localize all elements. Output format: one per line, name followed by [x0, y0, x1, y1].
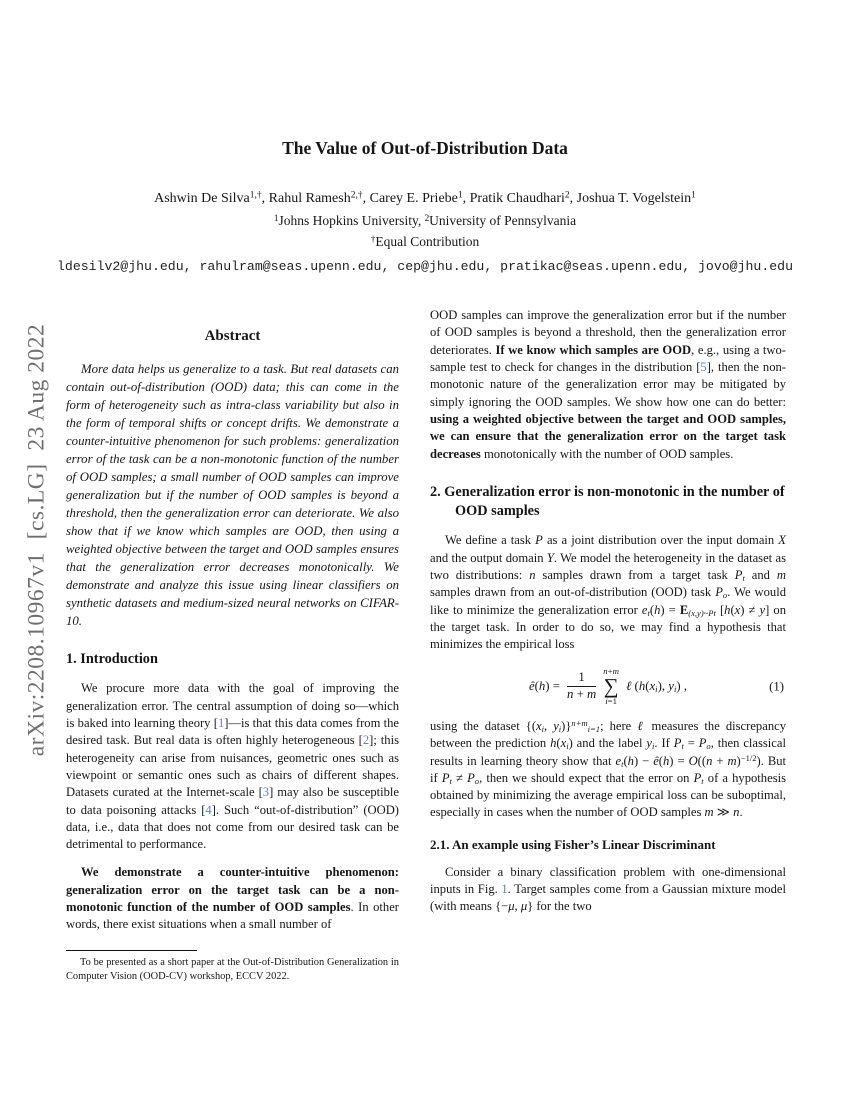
text-segment: . We would like to minimize the generalization error — [430, 585, 786, 617]
equation-fraction — [567, 670, 596, 703]
text-segment: of a hypothesis obtained by minimizing the average empirical loss can be suboptimal, especially in cases when the number of OOD samples — [430, 770, 786, 820]
text-segment: P — [693, 770, 702, 785]
text-segment: ( — [623, 753, 628, 768]
text-segment: e — [615, 753, 622, 768]
text-segment: x — [560, 736, 567, 751]
text-segment: X — [778, 533, 786, 548]
text-segment: h — [638, 679, 646, 694]
text-segment: n — [529, 567, 536, 582]
text-segment: i=1 — [587, 724, 601, 735]
text-segment: , Pratik Chaudhari — [462, 191, 565, 207]
text-segment: ≠ — [451, 770, 468, 785]
text-segment: i — [558, 724, 562, 735]
text-segment: ( — [534, 679, 539, 694]
text-segment: P — [441, 770, 450, 785]
text-segment: t — [701, 775, 704, 786]
text-segment: using a weighted objective between the target and OOD samples, we can ensure that the generalization error on the target task decreases — [430, 411, 786, 461]
equation-lhs — [529, 679, 560, 694]
text-segment: E — [679, 602, 689, 617]
text-segment: on the target task. In order to do so, we may find a hypothesis that minimizes the empirical loss — [430, 602, 787, 652]
fraction-numerator: 1 — [578, 670, 585, 685]
text-segment: 1 — [457, 190, 463, 201]
text-segment: i — [605, 696, 608, 707]
footnote-rule — [66, 950, 197, 951]
text-segment: t — [621, 758, 624, 769]
text-segment: + — [607, 666, 613, 677]
text-segment: If we know which samples are OOD — [495, 342, 692, 357]
text-segment: x — [649, 679, 656, 694]
text-segment: μ — [508, 899, 515, 914]
sigma-symbol: ∑ — [603, 674, 619, 699]
text-segment: t — [742, 573, 745, 584]
text-segment: , — [514, 899, 521, 914]
text-segment: e — [641, 602, 648, 617]
text-segment: x — [734, 602, 741, 617]
text-segment: ] — [765, 602, 770, 617]
equal-contribution-line — [0, 234, 850, 250]
text-segment: . We model the heterogeneity in the dataset as two distributions: — [430, 550, 786, 582]
right-column — [430, 307, 786, 933]
text-segment: =1 — [607, 696, 618, 707]
citation-link[interactable]: 1 — [501, 882, 508, 897]
author-emails: ldesilv2@jhu.edu, rahulram@seas.upenn.edu, cep@jhu.edu, pratikac@seas.upenn.edu, jovo@jhu.edu — [57, 259, 793, 275]
text-segment: ) , — [676, 679, 688, 694]
text-segment: ( — [556, 736, 561, 751]
text-segment: i — [541, 724, 544, 735]
citation-link[interactable]: 5 — [700, 360, 707, 375]
text-segment: P — [715, 585, 723, 600]
text-segment: t — [681, 741, 684, 752]
text-segment: ] may also be susceptible to data poisoning attacks [ — [66, 785, 400, 817]
section-2-heading: 2. Generalization error is non-monotonic in the number of OOD samples — [430, 483, 785, 520]
text-segment: + — [712, 753, 728, 768]
title-footnote — [66, 950, 399, 984]
text-segment: 2 — [564, 190, 570, 201]
text-segment: ê — [528, 679, 535, 694]
text-segment: , Carey E. Priebe — [362, 191, 458, 207]
text-segment: ) — [657, 679, 662, 694]
text-segment: ê — [653, 753, 659, 768]
text-segment: and — [744, 567, 777, 582]
text-segment: P — [467, 770, 475, 785]
text-segment: ) — [736, 753, 741, 768]
paper-header — [0, 0, 850, 274]
text-segment: n — [603, 666, 608, 677]
text-segment: samples drawn from an out-of-distribution (OOD) task — [430, 585, 716, 600]
text-segment: {− — [495, 899, 509, 914]
text-segment: ( — [631, 679, 639, 694]
text-segment: (x,y)~Pt — [688, 607, 716, 618]
text-segment: y — [553, 718, 559, 733]
text-segment: i — [655, 684, 658, 695]
text-segment: m — [704, 805, 714, 820]
text-segment: + — [573, 687, 588, 702]
equation-rhs — [626, 679, 687, 694]
text-segment: o — [722, 590, 728, 601]
text-segment: ( — [645, 679, 650, 694]
text-segment: i — [673, 684, 677, 695]
text-segment: Ashwin De Silva — [154, 191, 250, 207]
text-segment: P — [673, 736, 682, 751]
text-segment: ( — [658, 753, 663, 768]
text-segment: n — [566, 687, 574, 702]
text-segment: , — [661, 679, 669, 694]
arxiv-watermark: arXiv:2208.10967v1 [cs.LG] 23 Aug 2022 — [23, 323, 50, 757]
author-line — [0, 191, 850, 207]
text-segment: −1/2 — [740, 752, 757, 763]
text-segment: n — [733, 805, 740, 820]
text-segment: y — [759, 602, 766, 617]
text-segment: m — [587, 687, 597, 702]
text-segment: )} — [561, 718, 572, 733]
abstract-heading: Abstract — [204, 328, 261, 345]
text-segment: t — [647, 607, 650, 618]
text-segment: Johns Hopkins University, — [278, 213, 425, 229]
text-segment: h — [627, 753, 634, 768]
summation-lower-limit — [605, 697, 617, 706]
text-segment: and the output domain — [430, 550, 547, 565]
text-segment: ℓ — [637, 718, 646, 733]
section-2-1-heading: 2.1. An example using Fisher’s Linear Discriminant — [430, 836, 716, 852]
text-segment: i — [566, 741, 569, 752]
text-segment: n+m — [571, 718, 588, 729]
text-segment: , Rahul Ramesh — [261, 191, 351, 207]
text-segment: ; here — [600, 718, 638, 733]
text-segment: measures the discrepancy between the prediction — [430, 718, 787, 751]
text-segment: n — [706, 753, 713, 768]
intro-paragraph-2 — [66, 864, 399, 933]
text-segment: Y — [546, 550, 554, 565]
text-segment: 2 — [424, 213, 430, 223]
text-segment: m — [727, 753, 737, 768]
text-segment: ) = — [660, 602, 680, 617]
text-segment: Consider a binary classification problem with one-dimensional inputs in Fig. — [430, 864, 786, 897]
text-segment: h — [654, 602, 661, 617]
citation-link[interactable]: 4 — [205, 802, 212, 817]
text-segment: . If — [654, 736, 674, 751]
text-segment: ( — [649, 602, 655, 617]
paper-title: The Value of Out-of-Distribution Data — [282, 138, 568, 158]
text-segment: ) — [568, 736, 573, 751]
intro-paragraph-1 — [66, 680, 399, 853]
text-segment: ) − — [633, 753, 654, 768]
text-segment: {( — [525, 718, 537, 733]
text-segment: We procure more data with the goal of improving the generalization error. The central assumption of doing so—which is baked into learning theory [ — [66, 681, 399, 731]
footnote-text: To be presented as a short paper at the Out-of-Distribution Generalization in Computer Vision (OOD-CV) workshop, ECCV 2022. — [66, 957, 399, 982]
text-segment: monotonically with the number of OOD samples. — [480, 446, 734, 461]
text-segment: μ — [520, 899, 528, 914]
text-segment: h — [663, 753, 670, 768]
equation-number: (1) — [769, 679, 784, 694]
text-segment: ) = — [669, 753, 689, 768]
text-segment: y — [668, 679, 674, 694]
text-segment: x — [536, 718, 542, 733]
text-segment: We demonstrate a counter-intuitive phenomenon: generalization error on the target task can be a non-monotonic function of the number of OOD samples — [66, 865, 399, 914]
text-segment: ( — [730, 602, 735, 617]
text-segment: Equal Contribution — [375, 234, 480, 250]
citation-link[interactable]: 3 — [262, 785, 270, 800]
text-segment: and the label — [572, 736, 647, 751]
text-segment: 1 — [273, 213, 279, 223]
fraction-denominator — [567, 687, 596, 703]
text-segment: We define a task — [445, 533, 536, 548]
section-2-paragraph-2 — [430, 718, 786, 822]
text-segment: m — [776, 567, 786, 582]
text-segment: ]. Such “out-of-distribution” (OOD) data, i.e., data that does not come from our desired task can be detrimental to performance. — [66, 802, 399, 852]
text-segment: . In other words, there exist situations when a small number of — [66, 899, 399, 932]
abstract-body: More data helps us generalize to a task. But real datasets can contain out-of-distribution (OOD) data; this can come in the form of heterogeneity such as intra-class variability but also in the form of temporal shifts or concept drifts. We demonstrate a counter-intuitive phenomenon for such problems: generalization error of the task can be a non-monotonic function of the number of OOD samples; a small number of OOD samples can improve generalization but if the number of OOD samples is beyond a threshold, then the generalization error can deteriorate. We also show that if we know which samples are OOD, then using a weighted objective between the target and OOD samples ensures that the generalization error decreases monotonically. We demonstrate and analyze this issue using linear classifiers on synthetic datasets and medium-sized neural networks on CIFAR-10. — [66, 362, 399, 629]
text-segment: 2,† — [350, 190, 363, 201]
text-segment: P — [535, 533, 543, 548]
citation-link[interactable]: 2 — [362, 733, 370, 748]
continuation-paragraph — [430, 307, 786, 463]
text-segment: . Target samples come from a Gaussian mixture model (with means — [430, 882, 786, 914]
left-column — [66, 307, 399, 933]
text-segment: † — [370, 234, 376, 244]
section-1-heading: 1. Introduction — [66, 651, 158, 668]
section-2-paragraph-1 — [430, 532, 786, 653]
equation-1 — [430, 667, 786, 705]
text-segment: University of Pennsylvania — [429, 213, 577, 229]
text-segment: 1 — [691, 190, 696, 201]
text-segment: ≫ — [713, 805, 734, 820]
text-segment: 1,† — [249, 190, 262, 201]
text-segment: ) = — [545, 679, 560, 694]
text-segment: h — [550, 736, 557, 751]
text-segment: (( — [697, 753, 707, 768]
text-segment: o — [474, 775, 480, 786]
text-segment: , then we should expect that the error on — [479, 770, 694, 785]
text-segment: ]; this heterogeneity can arise from nuisances, geometric ones such as viewpoint or semantic ones such as chairs of different shapes. Datasets curated at the Internet-scale [ — [66, 733, 399, 800]
text-segment: samples drawn from a target task — [535, 567, 735, 582]
text-segment: . — [739, 805, 743, 820]
text-segment: , e.g., using a two-sample test to check for changes in the distribution [ — [430, 342, 786, 375]
text-segment: using the dataset — [430, 718, 526, 733]
text-segment: m — [612, 666, 619, 677]
text-segment: } — [527, 899, 534, 914]
text-segment: h — [724, 602, 731, 617]
text-segment: i — [652, 741, 655, 752]
text-segment: , — [544, 718, 554, 733]
text-segment: , Joshua T. Vogelstein — [569, 191, 692, 207]
summation — [603, 667, 619, 705]
text-segment: o — [706, 741, 711, 752]
two-column-body — [66, 307, 786, 933]
text-segment: for the two — [533, 899, 592, 914]
affiliation-line — [0, 213, 850, 229]
text-segment: as a joint distribution over the input domain — [542, 533, 779, 548]
text-segment: = — [683, 736, 699, 751]
text-segment: ) ≠ — [740, 602, 760, 617]
text-segment: t — [449, 775, 452, 786]
text-segment: h — [538, 679, 546, 694]
text-segment: O — [688, 753, 698, 768]
text-segment: [ — [715, 602, 725, 617]
text-segment: ). But if — [430, 753, 787, 785]
text-segment: , then classical results in learning theory show that — [430, 736, 786, 768]
citation-link[interactable]: 1 — [217, 716, 225, 731]
text-segment: ]—is that this data comes from the desired task. But real data is often highly heterogeneous [ — [66, 716, 399, 748]
text-segment: P — [698, 736, 707, 751]
text-segment: ℓ — [626, 679, 632, 694]
text-segment: ], then the non-monotonic nature of the generalization error may be mitigated by simply ignoring the OOD samples. We show how one can do better: — [430, 360, 786, 409]
section-2-1-paragraph — [430, 864, 786, 916]
text-segment: P — [734, 567, 743, 582]
text-segment: OOD samples can improve the generalization error but if the number of OOD samples is beyond a threshold, then the generalization error deteriorates. — [430, 308, 786, 357]
text-segment: y — [646, 736, 653, 751]
